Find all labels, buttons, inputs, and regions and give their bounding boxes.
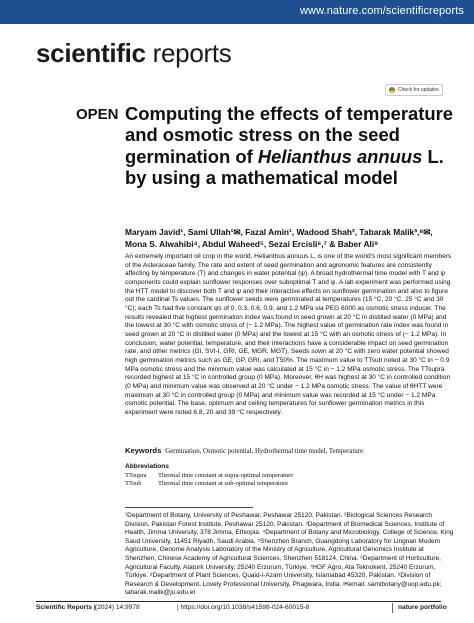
title-part-2: L. by using a mathematical model	[125, 145, 444, 189]
open-access-label: OPEN	[76, 106, 119, 123]
abbreviations-title: Abbreviations	[125, 463, 169, 470]
title-species: Helianthus annuus	[257, 145, 423, 167]
footer-journal: Scientific Reports |	[36, 604, 96, 611]
site-url[interactable]: www.nature.com/scientificreports	[300, 5, 464, 17]
keywords	[125, 446, 455, 455]
abbreviation-term: TTsupra	[125, 472, 147, 479]
affiliations: ¹Department of Botany, University of Peshawar, Peshawar 25120, Pakistan. ²Biological Sciences Research Division, Pakistan Forest Institute, Peshawar 25120, Pakistan. ³Department of Biomedical Sciences, Institute of Health, Jimma University, 378 Jimma, Ethiopia. ⁴Department of Botany and Microbiology, College of Science, King Saud University, 11451 Riyadh, Saudi Arabia. ⁵Shenzhen Branch, Guangdong Laboratory for Lingnan Modern Agriculture, Genome Analysis Laboratory of the Ministry of Agriculture, Agricultural Genomics Institute at Shenzhen, Chinese Academy of Agricultural Sciences, Shenzhen 518124, China. ⁶Department of Horticulture, Agricultural Faculty, Ataturk University, 25240 Erzurum, Türkiye. ⁷HGF Agro, Ata Teknokent, 25240 Erzurum, Türkiye. ⁸Department of Plant Sciences, Quaid-i-Azam University, Islamabad 45320, Pakistan. ⁹Division of Research & Development, Lovely Professional University, Phagwara, India. ✉email: samibotany@uop.edu.pk; tabarak.malik@ju.edu.et	[125, 512, 454, 597]
abbreviation-definition: Thermal time constant at supra-optimal temperature	[158, 472, 294, 479]
keywords-label: Keywords	[125, 446, 162, 455]
keywords-text: Germination, Osmotic potential, Hydrothermal time model, Temperature	[165, 448, 364, 455]
journal-logo-bold: scientific	[36, 38, 146, 68]
abbreviation-row	[125, 480, 455, 488]
footer-doi-link[interactable]: | https://doi.org/10.1038/s41598-024-60015-8	[177, 604, 310, 611]
article-title	[125, 103, 455, 189]
abbreviation-definition: Thermal time constant at sub-optimal temperature	[158, 480, 289, 487]
journal-logo-rest: reports	[145, 38, 232, 68]
journal-logo	[36, 38, 231, 69]
check-for-updates-button[interactable]	[385, 84, 443, 96]
top-banner	[0, 0, 474, 24]
footer-divider	[36, 601, 441, 602]
abbreviation-row	[125, 472, 455, 480]
title-part-1: Computing the effects of temperature and osmotic stress on the seed germination of	[125, 103, 453, 167]
footer-separator	[392, 603, 393, 613]
abbreviation-term: TTsub	[125, 480, 142, 487]
author-list: Maryam Javid¹, Sami Ullah¹✉, Fazal Amin¹, Wadood Shah², Tabarak Malik³,⁸✉, Mona S. Alwahibi⁴, Abdul Waheed⁵, Sezai Ercisli⁶,⁷ & Baber Ali⁹	[125, 227, 433, 249]
publisher-logo: nature portfolio	[398, 604, 447, 611]
affiliations-divider	[125, 507, 253, 508]
footer-issue: (2024) 14:9978	[95, 604, 140, 611]
check-for-updates-label: Check for updates	[398, 87, 439, 93]
abstract: An extremely important oil crop in the world, Helianthus annuus L. is one of the world's most significant members of the Asteraceae family. The rate and extent of seed germination and agronomic features are consistently affecting by temperature (T) and changes in water potential (ψ). A broad hydrothermal time model with T and ψ components could explain sunflower responses over suboptimal T and ψ. A lab experiment was performed using the HTT model to discover both T and ψ and their interactive effects on sunflower germination and also to figure out the cardinal Ts values. The sunflower seeds were germinated at temperatures (15 °C, 20 °C, 25 °C and 30 °C); each Ts had five constant ψs of 0, 0.3, 0.6, 0.9, and 1.2 MPa via PEG 6000 as osmotic stress inducer. The results revealed that highest germination index was found in seed grown at 20 °C in distilled water (0 MPa) and the lowest at 30 °C with osmotic stress of (− 1.2 MPa). The highest value of germination rate index was found in seed grown at 20 °C in distilled water (0 MPa) and the lowest at 15 °C with an osmotic stress of (− 1.2 MPa). In conclusion, water potential, temperature, and their interactions have a considerable impact on seed germination rate, and other metrics (GI, SVI-I, GRI, GE, MGR, MGT). Seeds sown at 20 °C with zero water potential showed high germination metrics such as GE, GP, GRI, and T50%. The maximum value to TTsub noted at 30 °C in − 0.9 MPa osmotic stress and the minimum value was calculated at 15 °C in − 1.2 MPa osmotic stress. The TTsupra recorded highest at 15 °C in controlled group (0 MPa). Moreover, θH was highest at 30 °C in controlled condition (0 MPa) and minimum value was observed at 20 °C under − 1.2 MPa osmotic stress. The value of θHTT were maximum at 30 °C in controlled group (0 MPa) and minimum value was recorded at 15 °C under − 1.2 MPa osmotic potential. The base, optimum and ceiling temperatures for sunflower germination metrics in this experiment were noted 6.8, 20 and 39 °C respectively.	[125, 253, 452, 416]
update-badge-icon	[389, 87, 395, 93]
